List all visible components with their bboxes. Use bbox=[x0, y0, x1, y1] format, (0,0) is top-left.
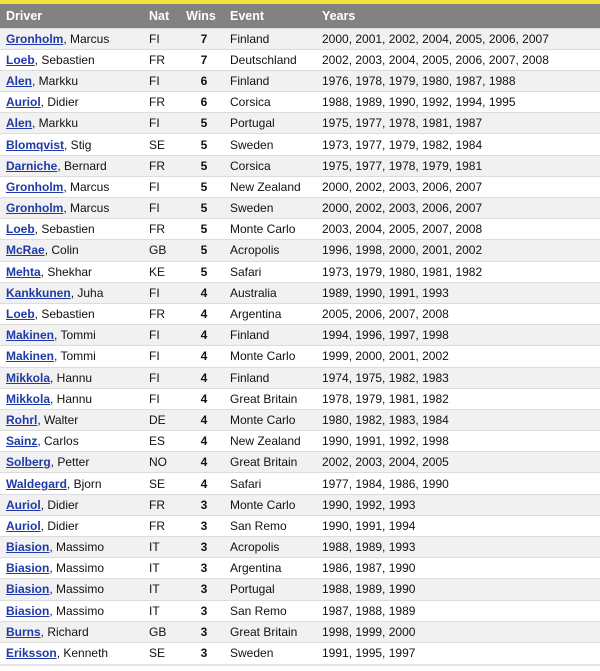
wins-cell: 3 bbox=[178, 621, 224, 642]
event-cell: Sweden bbox=[224, 198, 316, 219]
driver-cell bbox=[0, 92, 143, 113]
nat-cell: DE bbox=[143, 409, 178, 430]
nat-cell: FI bbox=[143, 28, 178, 49]
driver-link[interactable]: Makinen bbox=[6, 328, 55, 343]
nat-cell: GB bbox=[143, 240, 178, 261]
driver-cell bbox=[0, 198, 143, 219]
event-cell: Corsica bbox=[224, 92, 316, 113]
driver-given-name: , Marcus bbox=[63, 31, 110, 46]
driver-cell bbox=[0, 452, 143, 473]
event-cell: Great Britain bbox=[224, 621, 316, 642]
event-cell: Great Britain bbox=[224, 452, 316, 473]
driver-cell bbox=[0, 240, 143, 261]
table-row bbox=[0, 409, 600, 430]
driver-link[interactable]: Burns bbox=[6, 624, 41, 639]
years-cell: 2000, 2002, 2003, 2006, 2007 bbox=[316, 176, 600, 197]
years-cell: 2000, 2001, 2002, 2004, 2005, 2006, 2007 bbox=[316, 28, 600, 49]
nat-cell: FR bbox=[143, 515, 178, 536]
driver-link[interactable]: Gronholm bbox=[6, 179, 64, 194]
driver-link[interactable]: Loeb bbox=[6, 222, 35, 237]
column-header-driver[interactable]: Driver bbox=[6, 8, 43, 23]
wins-cell: 3 bbox=[178, 494, 224, 515]
driver-link[interactable]: Mikkola bbox=[6, 391, 51, 406]
driver-given-name: , Colin bbox=[44, 243, 79, 258]
nat-cell: FI bbox=[143, 176, 178, 197]
wins-cell: 3 bbox=[178, 558, 224, 579]
driver-given-name: , Didier bbox=[40, 497, 79, 512]
years-cell: 1973, 1977, 1979, 1982, 1984 bbox=[316, 134, 600, 155]
years-cell: 1996, 1998, 2000, 2001, 2002 bbox=[316, 240, 600, 261]
driver-link[interactable]: Kankkunen bbox=[6, 285, 71, 300]
driver-cell bbox=[0, 494, 143, 515]
nat-cell: SE bbox=[143, 642, 178, 663]
driver-cell bbox=[0, 388, 143, 409]
driver-given-name: , Richard bbox=[40, 624, 89, 639]
driver-cell bbox=[0, 367, 143, 388]
driver-link[interactable]: Makinen bbox=[6, 349, 55, 364]
event-cell: Monte Carlo bbox=[224, 346, 316, 367]
table-row bbox=[0, 70, 600, 91]
nat-cell: FI bbox=[143, 325, 178, 346]
event-cell: Deutschland bbox=[224, 49, 316, 70]
table-row bbox=[0, 325, 600, 346]
years-cell: 1987, 1988, 1989 bbox=[316, 600, 600, 621]
wins-cell: 5 bbox=[178, 261, 224, 282]
driver-given-name: , Petter bbox=[50, 455, 90, 470]
driver-given-name: , Tommi bbox=[54, 349, 96, 364]
driver-given-name: , Carlos bbox=[37, 434, 79, 449]
table-row bbox=[0, 473, 600, 494]
wins-cell: 5 bbox=[178, 240, 224, 261]
years-cell: 1986, 1987, 1990 bbox=[316, 558, 600, 579]
nat-cell: FR bbox=[143, 494, 178, 515]
driver-link[interactable]: Rohrl bbox=[6, 412, 38, 427]
nat-cell: NO bbox=[143, 452, 178, 473]
years-cell: 2000, 2002, 2003, 2006, 2007 bbox=[316, 198, 600, 219]
table-row bbox=[0, 452, 600, 473]
driver-given-name: , Kenneth bbox=[56, 646, 109, 661]
nat-cell: FI bbox=[143, 367, 178, 388]
table-row bbox=[0, 261, 600, 282]
driver-link[interactable]: Loeb bbox=[6, 307, 35, 322]
wins-cell: 4 bbox=[178, 367, 224, 388]
driver-cell bbox=[0, 558, 143, 579]
event-cell: Argentina bbox=[224, 558, 316, 579]
event-cell: Acropolis bbox=[224, 240, 316, 261]
wins-cell: 4 bbox=[178, 431, 224, 452]
driver-given-name: , Didier bbox=[40, 95, 79, 110]
event-cell: Sweden bbox=[224, 134, 316, 155]
wins-cell: 5 bbox=[178, 176, 224, 197]
driver-cell bbox=[0, 176, 143, 197]
driver-given-name: , Bernard bbox=[57, 158, 107, 173]
years-cell: 1990, 1991, 1994 bbox=[316, 515, 600, 536]
wins-cell: 4 bbox=[178, 303, 224, 324]
driver-cell bbox=[0, 600, 143, 621]
driver-link[interactable]: Biasion bbox=[6, 561, 50, 576]
event-cell: Finland bbox=[224, 28, 316, 49]
years-cell: 2005, 2006, 2007, 2008 bbox=[316, 303, 600, 324]
event-cell: San Remo bbox=[224, 515, 316, 536]
driver-cell bbox=[0, 621, 143, 642]
driver-cell bbox=[0, 515, 143, 536]
event-cell: San Remo bbox=[224, 600, 316, 621]
table-row bbox=[0, 113, 600, 134]
event-cell: New Zealand bbox=[224, 176, 316, 197]
wins-cell: 5 bbox=[178, 134, 224, 155]
driver-cell bbox=[0, 70, 143, 91]
event-cell: Sweden bbox=[224, 642, 316, 663]
driver-cell bbox=[0, 282, 143, 303]
nat-cell: FR bbox=[143, 92, 178, 113]
wins-cell: 3 bbox=[178, 515, 224, 536]
nat-cell: IT bbox=[143, 558, 178, 579]
wins-cell: 7 bbox=[178, 28, 224, 49]
table-row bbox=[0, 346, 600, 367]
column-header-years[interactable]: Years bbox=[322, 8, 356, 23]
driver-cell bbox=[0, 579, 143, 600]
years-cell: 1977, 1984, 1986, 1990 bbox=[316, 473, 600, 494]
years-cell: 2003, 2004, 2005, 2007, 2008 bbox=[316, 219, 600, 240]
event-cell: Finland bbox=[224, 367, 316, 388]
nat-cell: ES bbox=[143, 431, 178, 452]
driver-given-name: , Sebastien bbox=[34, 52, 95, 67]
years-cell: 1973, 1979, 1980, 1981, 1982 bbox=[316, 261, 600, 282]
nat-cell: FI bbox=[143, 346, 178, 367]
event-cell: Portugal bbox=[224, 579, 316, 600]
years-cell: 1994, 1996, 1997, 1998 bbox=[316, 325, 600, 346]
nat-cell: FI bbox=[143, 113, 178, 134]
driver-link[interactable]: Biasion bbox=[6, 540, 50, 555]
wins-cell: 4 bbox=[178, 452, 224, 473]
driver-given-name: , Massimo bbox=[49, 603, 105, 618]
event-cell: Portugal bbox=[224, 113, 316, 134]
driver-link[interactable]: Gronholm bbox=[6, 31, 64, 46]
driver-link[interactable]: Loeb bbox=[6, 52, 35, 67]
years-cell: 1975, 1977, 1978, 1979, 1981 bbox=[316, 155, 600, 176]
table-row bbox=[0, 558, 600, 579]
table-row bbox=[0, 28, 600, 49]
nat-cell: SE bbox=[143, 134, 178, 155]
nat-cell: FI bbox=[143, 282, 178, 303]
nat-cell: FR bbox=[143, 49, 178, 70]
driver-cell bbox=[0, 473, 143, 494]
table-row bbox=[0, 240, 600, 261]
table-row bbox=[0, 388, 600, 409]
years-cell: 1974, 1975, 1982, 1983 bbox=[316, 367, 600, 388]
driver-given-name: , Hannu bbox=[50, 391, 93, 406]
table-row bbox=[0, 219, 600, 240]
event-cell: Corsica bbox=[224, 155, 316, 176]
event-cell: Acropolis bbox=[224, 537, 316, 558]
wins-cell: 7 bbox=[178, 49, 224, 70]
nat-cell: SE bbox=[143, 473, 178, 494]
driver-given-name: , Walter bbox=[37, 412, 79, 427]
driver-link[interactable]: Waldegard bbox=[6, 476, 67, 491]
driver-link[interactable]: Alen bbox=[6, 116, 33, 131]
driver-cell bbox=[0, 49, 143, 70]
driver-link[interactable]: Gronholm bbox=[6, 201, 64, 216]
wins-cell: 3 bbox=[178, 600, 224, 621]
years-cell: 1990, 1992, 1993 bbox=[316, 494, 600, 515]
table-row bbox=[0, 367, 600, 388]
driver-cell bbox=[0, 219, 143, 240]
column-header-event[interactable]: Event bbox=[230, 8, 265, 23]
driver-given-name: , Bjorn bbox=[66, 476, 102, 491]
years-cell: 1998, 1999, 2000 bbox=[316, 621, 600, 642]
nat-cell: FR bbox=[143, 303, 178, 324]
event-cell: Monte Carlo bbox=[224, 219, 316, 240]
driver-link[interactable]: Blomqvist bbox=[6, 137, 65, 152]
rally-wins-table bbox=[0, 4, 600, 664]
driver-given-name: , Shekhar bbox=[40, 264, 93, 279]
event-cell: Safari bbox=[224, 473, 316, 494]
column-header-wins[interactable]: Wins bbox=[186, 8, 216, 23]
nat-cell: GB bbox=[143, 621, 178, 642]
event-cell: Argentina bbox=[224, 303, 316, 324]
driver-cell bbox=[0, 28, 143, 49]
table-row bbox=[0, 134, 600, 155]
driver-given-name: , Stig bbox=[64, 137, 92, 152]
table-row bbox=[0, 303, 600, 324]
driver-link[interactable]: Sainz bbox=[6, 434, 38, 449]
driver-cell bbox=[0, 134, 143, 155]
driver-given-name: , Massimo bbox=[49, 540, 105, 555]
table-row bbox=[0, 155, 600, 176]
years-cell: 2002, 2003, 2004, 2005 bbox=[316, 452, 600, 473]
nat-cell: FI bbox=[143, 70, 178, 91]
driver-cell bbox=[0, 346, 143, 367]
wins-cell: 6 bbox=[178, 92, 224, 113]
table-row bbox=[0, 431, 600, 452]
years-cell: 1980, 1982, 1983, 1984 bbox=[316, 409, 600, 430]
table-row bbox=[0, 494, 600, 515]
table-row bbox=[0, 92, 600, 113]
wins-cell: 5 bbox=[178, 113, 224, 134]
driver-given-name: , Massimo bbox=[49, 561, 105, 576]
driver-given-name: , Hannu bbox=[50, 370, 93, 385]
wins-cell: 5 bbox=[178, 219, 224, 240]
years-cell: 1976, 1978, 1979, 1980, 1987, 1988 bbox=[316, 70, 600, 91]
years-cell: 1991, 1995, 1997 bbox=[316, 642, 600, 663]
wins-cell: 4 bbox=[178, 409, 224, 430]
table-body bbox=[0, 28, 600, 664]
event-cell: Finland bbox=[224, 325, 316, 346]
years-cell: 1989, 1990, 1991, 1993 bbox=[316, 282, 600, 303]
driver-cell bbox=[0, 409, 143, 430]
driver-given-name: , Juha bbox=[70, 285, 104, 300]
wins-cell: 4 bbox=[178, 388, 224, 409]
table-row bbox=[0, 176, 600, 197]
driver-link[interactable]: Auriol bbox=[6, 497, 41, 512]
table-row bbox=[0, 282, 600, 303]
driver-link[interactable]: Solberg bbox=[6, 455, 51, 470]
years-cell: 1999, 2000, 2001, 2002 bbox=[316, 346, 600, 367]
driver-cell bbox=[0, 325, 143, 346]
wins-cell: 3 bbox=[178, 537, 224, 558]
driver-link[interactable]: Eriksson bbox=[6, 646, 57, 661]
driver-link[interactable]: Mehta bbox=[6, 264, 41, 279]
driver-link[interactable]: McRae bbox=[6, 243, 45, 258]
wins-cell: 3 bbox=[178, 642, 224, 663]
table-row bbox=[0, 515, 600, 536]
nat-cell: FI bbox=[143, 388, 178, 409]
driver-given-name: , Marcus bbox=[63, 179, 110, 194]
event-cell: Finland bbox=[224, 70, 316, 91]
years-cell: 1988, 1989, 1990, 1992, 1994, 1995 bbox=[316, 92, 600, 113]
driver-cell bbox=[0, 113, 143, 134]
event-cell: Monte Carlo bbox=[224, 494, 316, 515]
driver-cell bbox=[0, 431, 143, 452]
column-header-nat[interactable]: Nat bbox=[149, 8, 170, 23]
event-cell: Monte Carlo bbox=[224, 409, 316, 430]
table-row bbox=[0, 600, 600, 621]
driver-link[interactable]: Biasion bbox=[6, 582, 50, 597]
driver-cell bbox=[0, 537, 143, 558]
wins-cell: 4 bbox=[178, 325, 224, 346]
nat-cell: IT bbox=[143, 537, 178, 558]
nat-cell: FI bbox=[143, 198, 178, 219]
event-cell: Safari bbox=[224, 261, 316, 282]
driver-cell bbox=[0, 642, 143, 663]
years-cell: 1978, 1979, 1981, 1982 bbox=[316, 388, 600, 409]
wins-cell: 5 bbox=[178, 155, 224, 176]
table-bottom-edge bbox=[0, 664, 600, 666]
table-row bbox=[0, 579, 600, 600]
table-row bbox=[0, 642, 600, 663]
table-row bbox=[0, 49, 600, 70]
wins-cell: 5 bbox=[178, 198, 224, 219]
years-cell: 1975, 1977, 1978, 1981, 1987 bbox=[316, 113, 600, 134]
nat-cell: KE bbox=[143, 261, 178, 282]
years-cell: 1988, 1989, 1990 bbox=[316, 579, 600, 600]
driver-link[interactable]: Biasion bbox=[6, 603, 50, 618]
nat-cell: FR bbox=[143, 155, 178, 176]
driver-given-name: , Markku bbox=[32, 116, 79, 131]
event-cell: Great Britain bbox=[224, 388, 316, 409]
nat-cell: IT bbox=[143, 579, 178, 600]
table-header-row bbox=[0, 4, 600, 28]
driver-given-name: , Tommi bbox=[54, 328, 96, 343]
wins-cell: 3 bbox=[178, 579, 224, 600]
years-cell: 1988, 1989, 1993 bbox=[316, 537, 600, 558]
wins-cell: 6 bbox=[178, 70, 224, 91]
event-cell: Australia bbox=[224, 282, 316, 303]
years-cell: 1990, 1991, 1992, 1998 bbox=[316, 431, 600, 452]
driver-link[interactable]: Mikkola bbox=[6, 370, 51, 385]
table-row bbox=[0, 537, 600, 558]
driver-given-name: , Didier bbox=[40, 518, 79, 533]
nat-cell: FR bbox=[143, 219, 178, 240]
driver-link[interactable]: Auriol bbox=[6, 95, 41, 110]
driver-cell bbox=[0, 261, 143, 282]
driver-given-name: , Marcus bbox=[63, 201, 110, 216]
driver-given-name: , Massimo bbox=[49, 582, 105, 597]
driver-link[interactable]: Darniche bbox=[6, 158, 58, 173]
wins-cell: 4 bbox=[178, 282, 224, 303]
driver-cell bbox=[0, 303, 143, 324]
driver-cell bbox=[0, 155, 143, 176]
table-row bbox=[0, 621, 600, 642]
driver-given-name: , Sebastien bbox=[34, 307, 95, 322]
driver-link[interactable]: Auriol bbox=[6, 518, 41, 533]
driver-given-name: , Markku bbox=[32, 73, 79, 88]
driver-link[interactable]: Alen bbox=[6, 73, 33, 88]
driver-given-name: , Sebastien bbox=[34, 222, 95, 237]
wins-cell: 4 bbox=[178, 473, 224, 494]
nat-cell: IT bbox=[143, 600, 178, 621]
event-cell: New Zealand bbox=[224, 431, 316, 452]
wins-cell: 4 bbox=[178, 346, 224, 367]
table-row bbox=[0, 198, 600, 219]
years-cell: 2002, 2003, 2004, 2005, 2006, 2007, 2008 bbox=[316, 49, 600, 70]
